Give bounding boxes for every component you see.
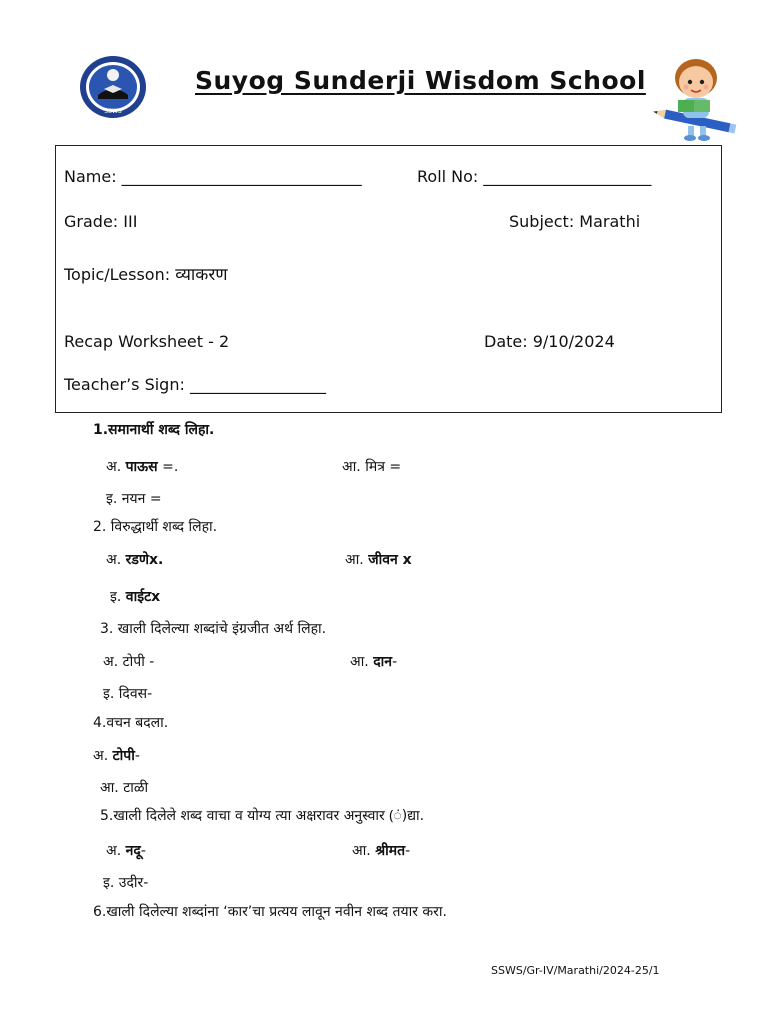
- q2-c-word: वाईटx: [125, 589, 161, 605]
- date-value: 9/10/2024: [532, 332, 615, 351]
- question-2-title: 2. विरुद्धार्थी शब्द लिहा.: [93, 519, 218, 535]
- q1-item-c: इ. नयन =: [106, 491, 162, 507]
- q3-b-suffix: -: [392, 654, 398, 670]
- school-title: Suyog Sunderji Wisdom School: [195, 66, 646, 95]
- q5-a-suffix: -: [140, 843, 146, 859]
- grade-label: Grade: III: [64, 212, 138, 231]
- kid-reading-illustration: [650, 52, 740, 144]
- roll-no-field: Roll No: _____________________: [417, 167, 652, 186]
- q4-a-prefix: अ.: [93, 748, 109, 764]
- topic-label: Topic/Lesson:: [64, 265, 171, 284]
- q5-item-a: [106, 841, 146, 860]
- q2-a-word: रडणेx.: [125, 552, 164, 568]
- q2-c-prefix: इ.: [110, 589, 122, 605]
- q2-item-a: [106, 550, 163, 569]
- q5-b-prefix: आ.: [352, 843, 371, 859]
- question-1-title: 1.समानार्थी शब्द लिहा.: [93, 422, 215, 438]
- logo-text: SSWS: [104, 108, 122, 115]
- q1-a-prefix: अ.: [106, 459, 122, 475]
- date-row: [484, 332, 615, 351]
- worksheet-label: Recap Worksheet - 2: [64, 332, 230, 351]
- q5-a-prefix: अ.: [106, 843, 122, 859]
- q5-item-c: इ. उदीर-: [103, 875, 149, 891]
- q2-item-c: [110, 587, 160, 606]
- q1-a-suffix: =.: [157, 459, 179, 475]
- q5-a-word: नदू: [125, 843, 141, 859]
- subject-label: Subject:: [509, 212, 575, 231]
- q3-item-b: [350, 652, 397, 671]
- q2-b-word: जीवन x: [368, 552, 412, 568]
- q5-item-b: [352, 841, 410, 860]
- q2-b-prefix: आ.: [345, 552, 364, 568]
- q4-item-a: [93, 746, 140, 765]
- q3-b-word: दान: [373, 654, 393, 670]
- q3-item-c: इ. दिवस-: [103, 686, 153, 702]
- q5-b-word: श्रीमत: [375, 843, 406, 859]
- question-4-title: 4.वचन बदला.: [93, 715, 169, 731]
- q5-b-suffix: -: [405, 843, 411, 859]
- q2-a-prefix: अ.: [106, 552, 122, 568]
- q1-item-b: आ. मित्र =: [342, 459, 402, 475]
- subject-row: [509, 212, 640, 231]
- date-label: Date:: [484, 332, 528, 351]
- topic-value: व्याकरण: [175, 265, 228, 285]
- topic-row: [64, 262, 228, 285]
- question-5-title: 5.खाली दिलेले शब्द वाचा व योग्य त्या अक्षरावर अनुस्वार (ं)द्या.: [100, 808, 425, 824]
- q1-item-a: [106, 457, 178, 476]
- q2-item-b: [345, 550, 412, 569]
- question-3-title: 3. खाली दिलेल्या शब्दांचे इंग्रजीत अर्थ लिहा.: [100, 621, 327, 637]
- q4-a-suffix: -: [134, 748, 140, 764]
- q3-b-prefix: आ.: [350, 654, 369, 670]
- name-field: Name: ______________________________: [64, 167, 362, 186]
- q3-item-a: अ. टोपी -: [103, 654, 155, 670]
- school-logo: [78, 55, 148, 119]
- q4-item-b: आ. टाळी: [100, 780, 149, 796]
- q1-a-word: पाऊस: [125, 459, 158, 475]
- subject-value: Marathi: [579, 212, 641, 231]
- question-6-title: 6.खाली दिलेल्या शब्दांना ‘कार’चा प्रत्यय लावून नवीन शब्द तयार करा.: [93, 904, 447, 920]
- teacher-sign-field: Teacher’s Sign: _________________: [64, 375, 326, 394]
- q4-a-word: टोपी: [112, 748, 135, 764]
- document-code: SSWS/Gr-IV/Marathi/2024-25/1: [491, 964, 660, 977]
